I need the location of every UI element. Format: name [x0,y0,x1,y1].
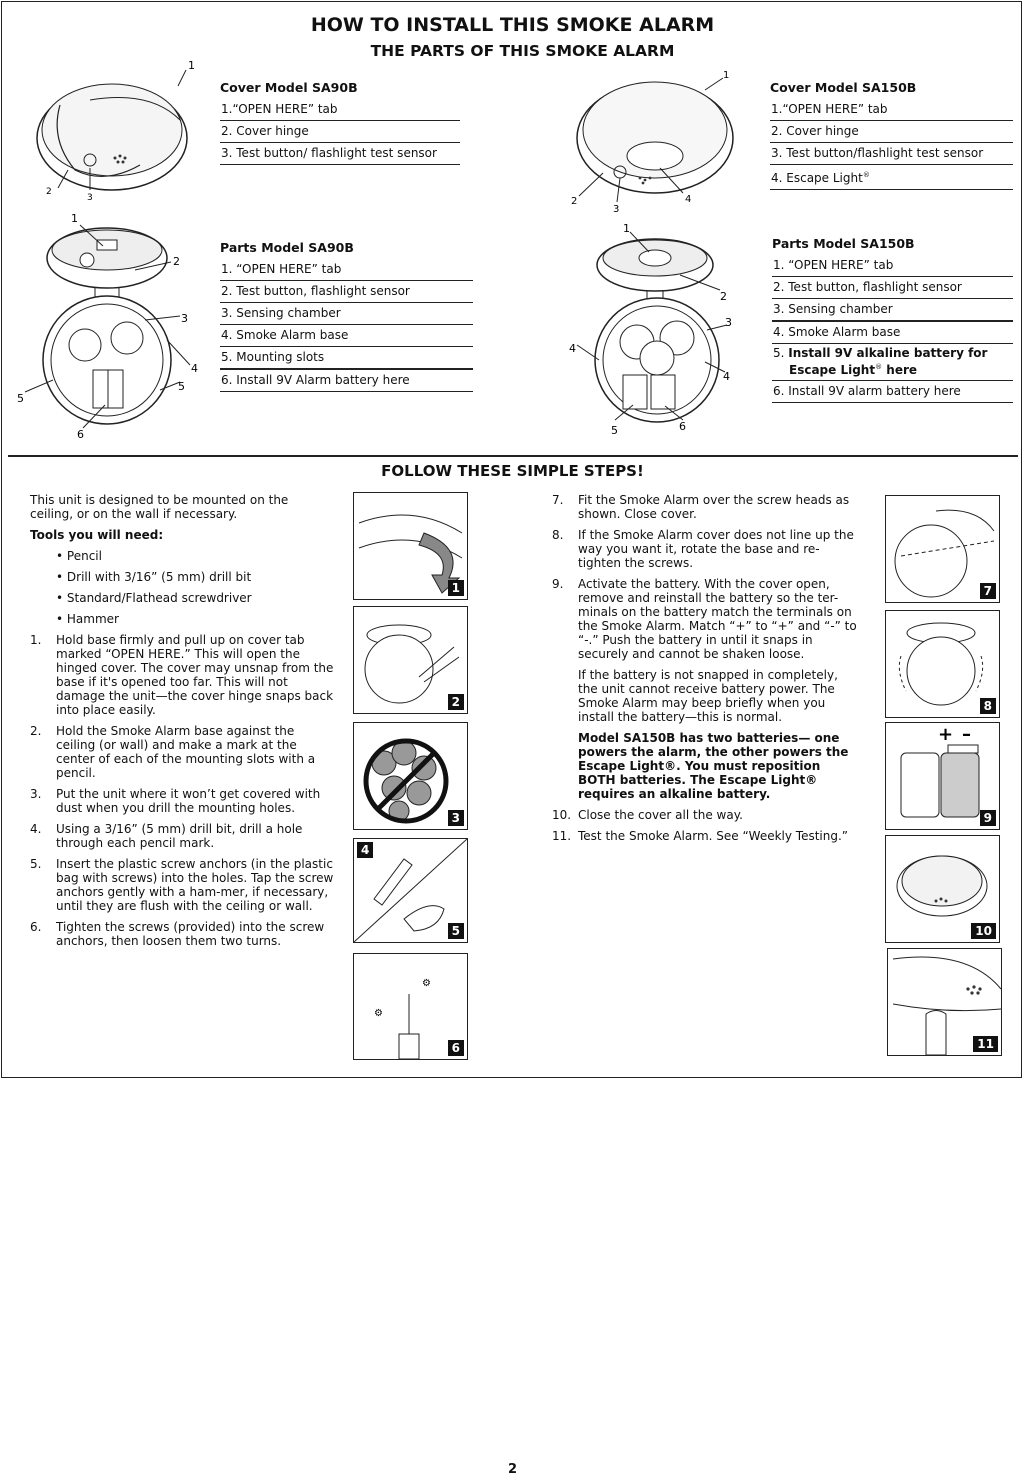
svg-text:⚙: ⚙ [374,1008,383,1019]
section-divider [8,455,1018,457]
callout: 1 [723,70,730,81]
step-9 [552,577,857,661]
step-text: Hold the Smoke Alarm base against the ceiling (or wall) and make a mark at the center of each of the mounting slots with a pencil. [56,724,316,780]
page-title: HOW TO INSTALL THIS SMOKE ALARM [310,14,715,36]
figure-number: 7 [980,583,996,599]
figure-8 [885,610,1000,718]
figure-number: 8 [980,698,996,714]
figure-2 [353,606,468,714]
figure-number: 1 [448,580,464,596]
battery-note: If the battery is not snapped in completely, the unit cannot receive battery power. The Smoke Alarm may beep briefly when you install the battery—this is normal. [578,668,838,724]
step-text: Using a 3/16” (5 mm) drill bit, drill a hole through each pencil mark. [56,822,303,850]
step-2 [30,724,335,780]
list-item: 2. Test button, flashlight sensor [220,281,473,303]
callout: 5 [611,424,618,437]
list-item: 6. Install 9V Alarm battery here [220,370,473,392]
step-number: 8. [552,528,564,542]
step-10 [552,808,857,822]
list-item: 1. “OPEN HERE” tab [772,255,1013,277]
callout: 2 [571,196,578,207]
step-number: 2. [30,724,42,738]
step-number: 1. [30,633,42,647]
list-item: 6. Install 9V alarm battery here [772,381,1013,403]
list-item: 3. Test button/ flashlight test sensor [220,143,460,165]
step-number: 9. [552,577,564,591]
list-item: 2. Cover hinge [220,121,460,143]
step-text: Close the cover all the way. [578,808,743,822]
intro-text: This unit is designed to be mounted on the ceiling, or on the wall if necessary. [30,493,289,521]
left-steps-column [30,493,335,955]
callout: 1 [623,222,630,235]
cover-sa90b-illustration [30,60,210,210]
svg-text:⚙: ⚙ [422,978,431,989]
parts-sa150b-list [772,236,1013,403]
list-item [770,165,1013,190]
tools-heading: Tools you will need: [30,528,164,542]
callout: 4 [191,362,198,375]
figure-number: 9 [980,810,996,826]
step-text: Tighten the screws (provided) into the screw anchors, then loosen them two turns. [56,920,325,948]
step-text: Insert the plastic screw anchors (in the plastic bag with screws) into the holes. Tap the screw anchors gently with a ham-mer, if necessary, until they are flush with the ceiling or wall. [56,857,334,913]
parts-sa150b-illustration [565,220,745,440]
callout: 2 [720,290,727,303]
callout: 2 [173,255,180,268]
list-item: 3. Test button/flashlight test sensor [770,143,1013,165]
list-title: Cover Model SA90B [220,80,358,95]
battery-plus: + [938,724,954,745]
item-number: 5. [773,346,785,360]
figure-number: 6 [448,1040,464,1056]
registered-mark: ® [862,171,870,179]
figure-number: 3 [448,810,464,826]
step-1 [30,633,335,717]
callout: 4 [569,342,576,355]
callout: 5 [178,380,185,393]
step-11 [552,829,857,843]
tool-item: • Pencil [56,549,102,563]
figure-4-5 [353,838,468,943]
steps-heading: FOLLOW THESE SIMPLE STEPS! [381,462,644,480]
list-item [772,344,1013,381]
item-text: Install 9V alkaline battery for [788,346,988,360]
callout: 2 [46,187,52,197]
figure-number: 2 [448,694,464,710]
list-item: 4. Smoke Alarm base [772,322,1013,344]
parts-heading: THE PARTS OF THIS SMOKE ALARM [370,42,675,60]
step-number: 5. [30,857,42,871]
list-title: Cover Model SA150B [770,80,917,95]
list-title: Parts Model SA90B [220,240,354,255]
step-number: 7. [552,493,564,507]
list-item: 3. Sensing chamber [772,299,1013,322]
cover-sa150b-illustration [565,68,745,213]
figure-6 [353,953,468,1060]
callout: 4 [723,370,730,383]
step-number: 10. [552,808,572,822]
list-item: 1.“OPEN HERE” tab [220,99,460,121]
callout: 3 [181,312,188,325]
figure-number: 10 [971,923,996,939]
escape-light-label: 4. Escape Light [771,171,863,185]
step-text: Test the Smoke Alarm. See “Weekly Testing.” [578,829,849,843]
item-text: here [882,363,918,377]
parts-sa90b-list [220,240,473,392]
cover-sa150b-list [770,80,1013,190]
step-text: Hold base firmly and pull up on cover tab marked “OPEN HERE.” This will open the hinged cover. The cover may unsnap from the base if it's opened too far. This will not damage the unit—the cover hinge snaps back into place easily. [56,633,334,717]
callout: 3 [725,316,732,329]
callout: 1 [188,60,195,72]
item-text: Escape Light [789,363,876,377]
figure-7 [885,495,1000,603]
page-number: 2 [507,1462,518,1477]
registered-mark: ® [875,363,883,371]
list-item: 5. Mounting slots [220,347,473,370]
step-number: 3. [30,787,42,801]
right-steps-column [552,493,857,850]
callout: 5 [17,392,24,405]
callout: 6 [679,420,686,433]
list-item: 1.“OPEN HERE” tab [770,99,1013,121]
list-item: 4. Smoke Alarm base [220,325,473,347]
callout: 1 [71,212,78,225]
sa150b-battery-note: Model SA150B has two batteries— one powers the alarm, the other powers the Escape Light®. You must reposition BOTH batteries. The Escape Light® requires an alkaline battery. [578,731,849,801]
step-text: Fit the Smoke Alarm over the screw heads as shown. Close cover. [578,493,850,521]
figure-1 [353,492,468,600]
step-7 [552,493,857,521]
step-8 [552,528,857,570]
tool-item: • Drill with 3/16” (5 mm) drill bit [56,570,252,584]
step-6 [30,920,335,948]
step-text: If the Smoke Alarm cover does not line up the way you want it, rotate the base and re-tighten the screws. [578,528,854,570]
step-4 [30,822,335,850]
parts-sa90b-illustration [15,210,205,440]
figure-number: 11 [973,1036,998,1052]
figure-3 [353,722,468,830]
list-title: Parts Model SA150B [772,236,915,251]
callout: 4 [685,194,692,205]
battery-minus: – [962,724,971,745]
figure-11 [887,948,1002,1056]
figure-10 [885,835,1000,943]
step-number: 4. [30,822,42,836]
list-item: 3. Sensing chamber [220,303,473,325]
step-5 [30,857,335,913]
cover-sa90b-list [220,80,460,165]
callout: 3 [87,193,93,203]
callout: 3 [613,204,620,213]
tool-item: • Hammer [56,612,119,626]
step-3 [30,787,335,815]
callout: 6 [77,428,84,440]
step-text: Activate the battery. With the cover open, remove and reinstall the battery so the ter-minals on the battery match the terminals on the Smoke Alarm. Match “+” to “+” and “-” to “-.” Push the battery in until it snaps in securely and cannot be shaken loose. [578,577,857,661]
step-number: 6. [30,920,42,934]
list-item: 2. Cover hinge [770,121,1013,143]
tool-item: • Standard/Flathead screwdriver [56,591,252,605]
figure-number: 4 [357,842,373,858]
figure-number: 5 [448,923,464,939]
figure-9 [885,722,1000,830]
list-item: 1. “OPEN HERE” tab [220,259,473,281]
step-number: 11. [552,829,572,843]
list-item: 2. Test button, flashlight sensor [772,277,1013,299]
step-text: Put the unit where it won’t get covered with dust when you drill the mounting holes. [56,787,321,815]
